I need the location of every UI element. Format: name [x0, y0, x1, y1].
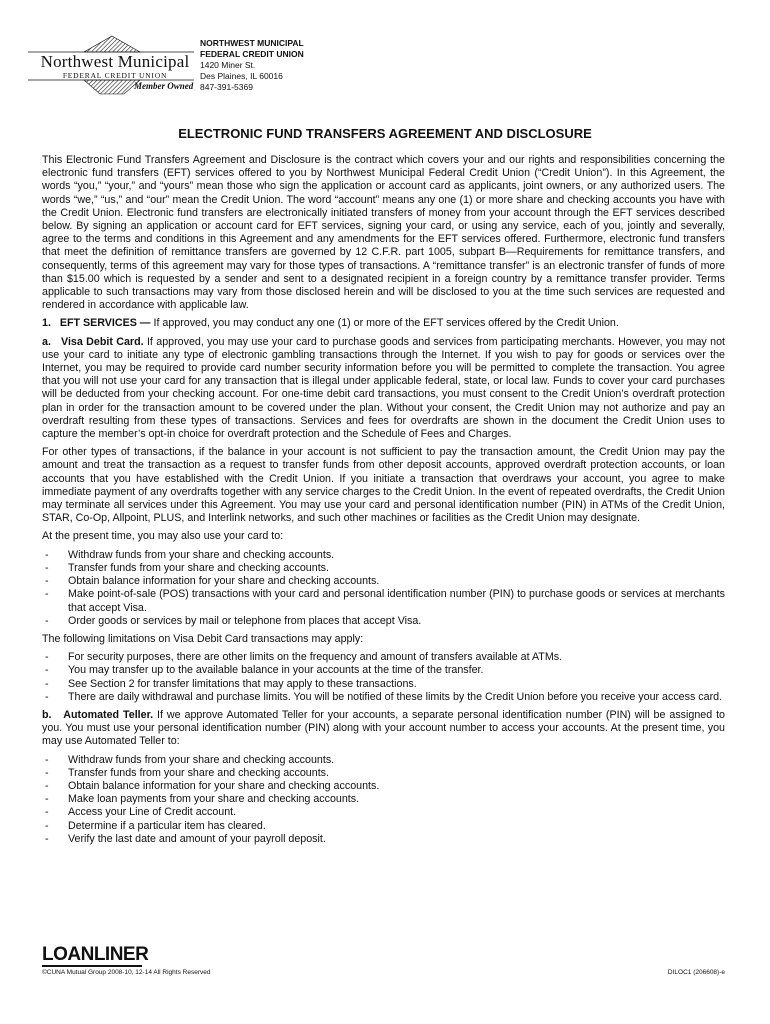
visa-debit-card-section: [42, 336, 725, 442]
document-footer: [42, 944, 725, 980]
list-item: - There are daily withdrawal and purchase limits. You will be notified of these limits by the Credit Union before you receive your access card.: [42, 691, 725, 704]
list-item: - Verify the last date and amount of your payroll deposit.: [42, 833, 725, 846]
list-item: - Transfer funds from your share and checking accounts.: [42, 562, 725, 575]
document-body: [42, 154, 725, 851]
copyright-notice: ©CUNA Mutual Group 2008-10, 12-14 All Rights Reserved: [42, 969, 211, 976]
visa-limits-intro: The following limitations on Visa Debit Card transactions may apply:: [42, 632, 364, 645]
credit-union-address: [200, 38, 304, 93]
automated-text: If we approve Automated Teller for your accounts, a separate personal identification number (PIN) will be assigned to you. You must use your personal identification number (PIN) along with your account number to access your accounts. At the present time, you may use Automated Teller to:: [42, 708, 725, 748]
automated-heading: b. Automated Teller.: [42, 708, 154, 721]
section-1-text: If approved, you may conduct any one (1) or more of the EFT services offered by the Credit Union.: [150, 317, 619, 330]
visa-uses-list: [42, 549, 725, 628]
address-phone: 847-391-5369: [200, 82, 253, 92]
list-item: - For security purposes, there are other limits on the frequency and amount of transfers available at ATMs.: [42, 651, 725, 664]
logo-tagline: Member Owned: [134, 81, 194, 91]
list-item: - Obtain balance information for your share and checking accounts.: [42, 575, 725, 588]
list-item: - Obtain balance information for your share and checking accounts.: [42, 780, 725, 793]
list-item: - Withdraw funds from your share and checking accounts.: [42, 549, 725, 562]
list-item: - Transfer funds from your share and checking accounts.: [42, 767, 725, 780]
list-item: - Make point-of-sale (POS) transactions with your card and personal identification number (PIN) to purchase goods or services at merchants that accept Visa.: [42, 588, 725, 614]
visa-text: If approved, you may use your card to purchase goods and services from participating merchants. However, you may not use your card to initiate any type of electronic gambling transactions through the Internet. If you wish to pay for goods or services over the Internet, you may be required to provide card number security information before you will be permitted to complete the transaction. You agree that you will not use your card for any transaction that is illegal under applicable federal, state, or local law. Funds to cover your card purchases will be deducted from your checking account. For one-time debit card transactions, you must consent to the Credit Union’s overdraft protection plan in order for the transaction amount to be covered under the plan. Without your consent, the Credit Union may not authorize and pay an overdraft resulting from these types of transactions. Services and fees for overdrafts are shown in the document the Credit Union uses to capture the member’s opt-in choice for overdraft protection and the Schedule of Fees and Charges.: [42, 335, 725, 441]
automated-teller-section: [42, 709, 725, 749]
section-1: [42, 317, 725, 330]
address-line1: NORTHWEST MUNICIPAL: [200, 38, 304, 48]
list-item: - See Section 2 for transfer limitations that may apply to these transactions.: [42, 678, 725, 691]
credit-union-logo: [24, 34, 194, 104]
form-number: DILOC1 (206608)-e: [667, 969, 725, 976]
address-city: Des Plaines, IL 60016: [200, 71, 283, 81]
visa-paragraph-2: For other types of transactions, if the balance in your account is not sufficient to pay the transaction amount, the Credit Union may pay the amount and treat the transaction as a request to transfer funds from other deposit accounts, approved overdraft protection accounts, or loan accounts that you have established with the Credit Union. If you initiate a transaction that overdraws your account, you agree to make immediate payment of any overdrafts together with any service charges to the Credit Union. In the event of repeated overdrafts, the Credit Union may terminate all services under this Agreement. You may use your card and personal identification number (PIN) in ATMs of the Credit Union, STAR, Co-Op, Allpoint, PLUS, and Interlink networks, and such other machines or facilities as the Credit Union may designate.: [42, 446, 725, 525]
list-item: - Access your Line of Credit account.: [42, 806, 725, 819]
section-1-heading: 1. EFT SERVICES —: [42, 317, 151, 330]
list-item: - Order goods or services by mail or telephone from places that accept Visa.: [42, 615, 725, 628]
list-item: - Determine if a particular item has cleared.: [42, 820, 725, 833]
address-street: 1420 Miner St.: [200, 60, 256, 70]
address-line2: FEDERAL CREDIT UNION: [200, 49, 304, 59]
document-title: ELECTRONIC FUND TRANSFERS AGREEMENT AND DISCLOSURE: [178, 126, 592, 141]
visa-heading: a. Visa Debit Card.: [42, 335, 144, 348]
automated-uses-list: [42, 754, 725, 846]
list-item: - Make loan payments from your share and checking accounts.: [42, 793, 725, 806]
list-item: - You may transfer up to the available balance in your accounts at the time of the transfer.: [42, 664, 725, 677]
logo-subtitle: FEDERAL CREDIT UNION: [62, 71, 168, 80]
visa-limits-list: [42, 651, 725, 704]
document-header: [24, 34, 764, 104]
list-item: - Withdraw funds from your share and checking accounts.: [42, 754, 725, 767]
loanliner-logo: LOANLINER: [42, 944, 149, 965]
logo-name: Northwest Municipal: [40, 52, 190, 71]
intro-paragraph: This Electronic Fund Transfers Agreement and Disclosure is the contract which covers your and our rights and responsibilities concerning the electronic fund transfers (EFT) services offered to you by Northwest Municipal Federal Credit Union (“Credit Union”). In this Agreement, the words “you,” “your,” and “yours” mean those who sign the application or account card as applicants, joint owners, or any authorized users. The words “we,” “us,” and “our” mean the Credit Union. The word “account” means any one (1) or more share and checking accounts you have with the Credit Union. Electronic fund transfers are electronically initiated transfers of money from your account through the EFT services described below. By signing an application or account card for EFT services, signing your card, or using any service, each of you, jointly and severally, agree to the terms and conditions in this Agreement and any amendments for the EFT services offered. Furthermore, electronic fund transfers that meet the definition of remittance transfers are governed by 12 C.F.R. part 1005, subpart B—Requirements for remittance transfers, and consequently, terms of this agreement may vary for those types of transactions. A “remittance transfer” is an electronic transfer of funds of more than $15.00 which is requested by a sender and sent to a designated recipient in a foreign country by a remittance transfer provider. Terms applicable to such transactions may vary from those disclosed herein and will be disclosed to you at the time such services are requested and rendered in accordance with applicable law.: [42, 154, 725, 312]
visa-uses-intro: At the present time, you may also use your card to:: [42, 530, 284, 543]
